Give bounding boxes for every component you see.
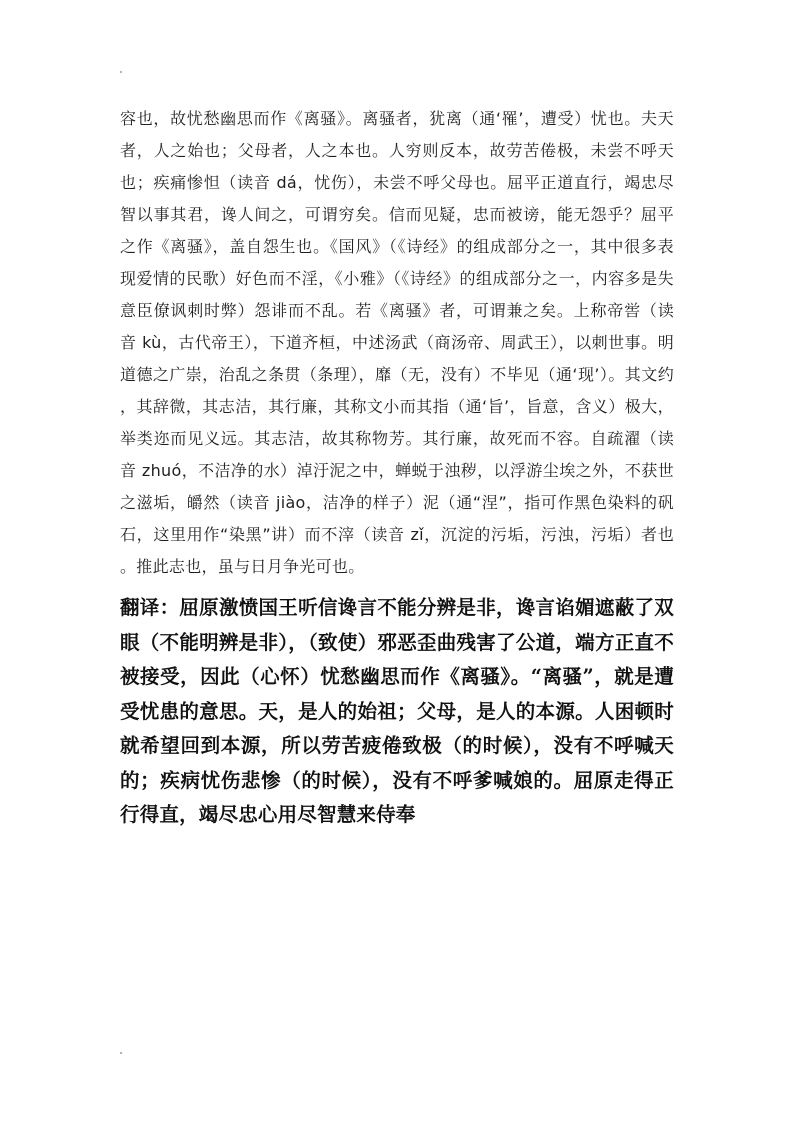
- page-corner-mark-top: [120, 71, 122, 73]
- page-corner-mark-bottom: [120, 1052, 122, 1054]
- translation-paragraph: 翻译：屈原激愤国王听信谗言不能分辨是非，谗言谄媚遮蔽了双眼（不能明辨是非），（致使）邪恶歪曲残害了公道，端方正直不被接受，因此（心怀）忧愁幽思而作《离骚》。“离骚”，就是遭受忧患的意思。天，是人的始祖；父母，是人的本源。人困顿时就希望回到本源，所以劳苦疲倦致极（的时候），没有不呼喊天的；疾病忧伤悲惨（的时候），没有不呼爹喊娘的。屈原走得正行得直，竭尽忠心用尽智慧来侍奉: [120, 596, 674, 826]
- document-body: [120, 103, 674, 833]
- original-text-paragraph: 容也，故忧愁幽思而作《离骚》。离骚者，犹离（通‘罹’，遭受）忧也。夫天者，人之始也；父母者，人之本也。人穷则反本，故劳苦倦极，未尝不呼天也；疾痛惨怛（读音 dá，忧伤），未尝不呼父母也。屈平正道直行，竭忠尽智以事其君，谗人间之，可谓穷矣。信而见疑，忠而被谤，能无怨乎？屈平之作《离骚》，盖自怨生也。《国风》（《诗经》的组成部分之一，其中很多表现爱情的民歌）好色而不淫，《小雅》（《诗经》的组成部分之一，内容多是失意臣僚讽刺时弊）怨诽而不乱。若《离骚》者，可谓兼之矣。上称帝喾（读音 kù，古代帝王），下道齐桓，中述汤武（商汤帝、周武王），以刺世事。明道德之广崇，治乱之条贯（条理），靡（无，没有）不毕见（通‘现’）。其文约，其辞微，其志洁，其行廉，其称文小而其指（通‘旨’，旨意，含义）极大，举类迩而见义远。其志洁，故其称物芳。其行廉，故死而不容。自疏濯（读音 zhuó，不洁净的水）淖汙泥之中，蝉蜕于浊秽，以浮游尘埃之外，不获世之滋垢，皭然（读音 jiào，洁净的样子）泥（通“涅”，指可作黑色染料的矾石，这里用作“染黑”讲）而不滓（读音 zǐ，沉淀的污垢，污浊，污垢）者也。推此志也，虽与日月争光可也。: [120, 109, 674, 576]
